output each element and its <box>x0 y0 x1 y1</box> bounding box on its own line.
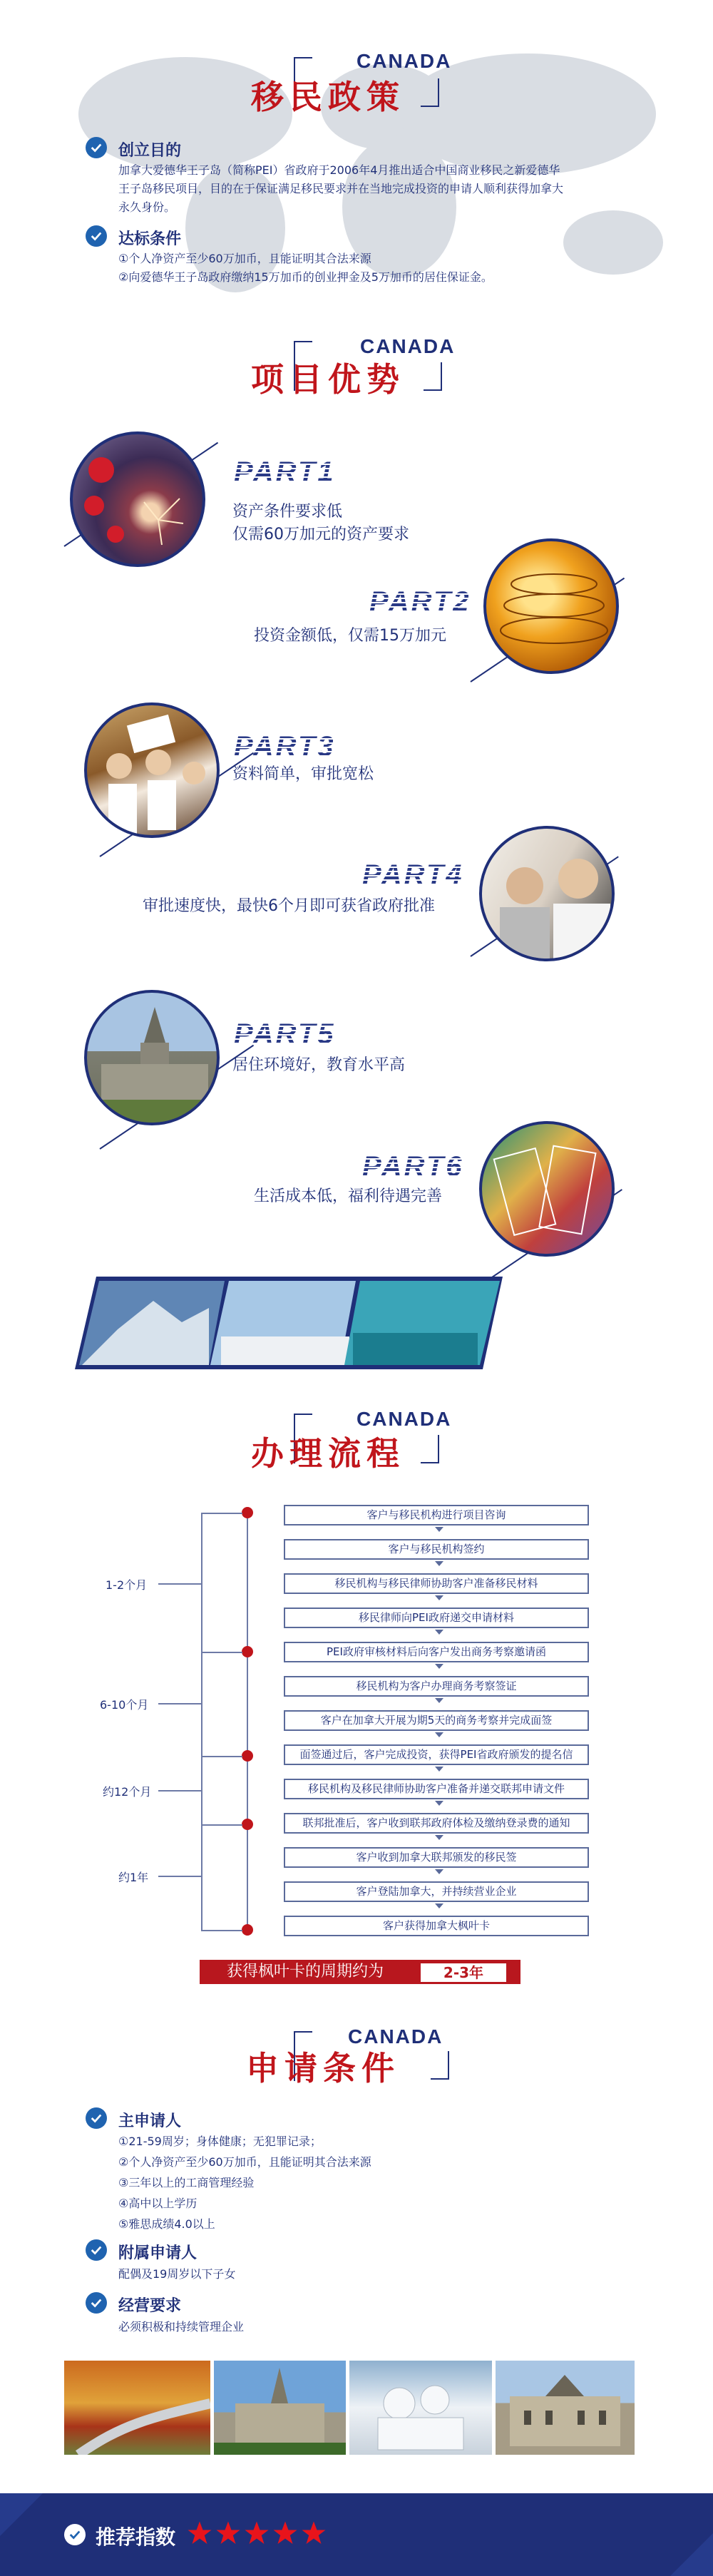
bracket-tick <box>201 1756 242 1757</box>
parliament-building-photo <box>84 990 220 1125</box>
star-icon <box>272 2520 298 2546</box>
dependent-text: 配偶及19周岁以下子女 <box>118 2267 236 2281</box>
autumn-road-photo <box>64 2361 210 2455</box>
process-step: PEI政府审核材料后向客户发出商务考察邀请函 <box>284 1642 589 1662</box>
process-step: 联邦批准后，客户收到联邦政府体检及缴纳登录费的通知 <box>284 1813 589 1834</box>
arrow-down-icon <box>435 1767 443 1772</box>
star-icon <box>187 2520 212 2546</box>
section-title-requirements: 申请条件 <box>246 2049 400 2087</box>
process-step: 客户与移民机构进行项目咨询 <box>284 1505 589 1525</box>
period-pointer <box>158 1583 201 1585</box>
part-text: 居住环境好，教育水平高 <box>232 1056 406 1074</box>
check-icon <box>86 137 107 158</box>
part-text: 资产条件要求低 仅需60万加元的资产要求 <box>232 503 409 543</box>
timeline-dot <box>242 1750 253 1762</box>
arrow-down-icon <box>435 1903 443 1908</box>
title-corner-frame <box>431 2051 449 2080</box>
part-text: 审批速度快，最快6个月即可获省政府批准 <box>143 897 435 915</box>
canada-label: CANADA <box>356 1408 452 1430</box>
timeline-dot <box>242 1819 253 1830</box>
title-corner-frame <box>424 362 442 391</box>
part-label: PART5 <box>234 1018 336 1050</box>
star-icon <box>215 2520 241 2546</box>
scenic-photo-strip <box>75 1272 503 1369</box>
main-applicant-heading: 主申请人 <box>118 2112 182 2130</box>
part-label: PART2 <box>369 586 471 618</box>
timeline-dot <box>242 1646 253 1657</box>
business-heading: 经营要求 <box>118 2297 182 2315</box>
part-label: PART4 <box>362 859 464 891</box>
purpose-text: 加拿大爱德华王子岛（简称PEI）省政府于2006年4月推出适合中国商业移民之新爱德华 王子岛移民项目，目的在于保证满足移民要求并在当地完成投资的申请人顺利获得加拿大 永久身份。 <box>118 163 564 214</box>
period-pointer <box>158 1703 201 1704</box>
check-icon <box>86 2107 107 2129</box>
check-icon <box>86 225 107 247</box>
arrow-down-icon <box>435 1595 443 1600</box>
arrow-down-icon <box>435 1869 443 1874</box>
criteria-heading: 达标条件 <box>118 230 182 248</box>
star-icon <box>301 2520 327 2546</box>
canada-label: CANADA <box>356 50 452 72</box>
arrow-down-icon <box>435 1527 443 1532</box>
period-pointer <box>158 1876 201 1877</box>
arrow-down-icon <box>435 1801 443 1806</box>
process-step: 客户与移民机构签约 <box>284 1539 589 1560</box>
bracket-tick <box>201 1930 242 1931</box>
arrow-down-icon <box>435 1561 443 1566</box>
students-photo <box>84 702 220 838</box>
parliament-hill-photo <box>214 2361 346 2455</box>
period-label: 约1年 <box>118 1871 149 1884</box>
footer-banner <box>0 2493 713 2576</box>
bracket-tick <box>201 1652 242 1653</box>
canada-label: CANADA <box>360 335 456 357</box>
period-label: 6-10个月 <box>100 1698 149 1712</box>
section-title-policy: 移民政策 <box>251 78 405 116</box>
ice-sculpture-photo <box>349 2361 492 2455</box>
period-label: 1-2个月 <box>106 1578 148 1592</box>
part-text: 生活成本低，福利待遇完善 <box>254 1187 443 1205</box>
fireworks-photo <box>70 431 205 567</box>
canada-label: CANADA <box>348 2025 443 2048</box>
bracket-tick <box>201 1824 242 1826</box>
arrow-down-icon <box>435 1664 443 1669</box>
part-text: 资料简单，审批宽松 <box>232 765 374 783</box>
bracket-tick <box>201 1513 242 1514</box>
process-step: 移民律师向PEI政府递交申请材料 <box>284 1608 589 1628</box>
part-text: 投资金额低，仅需15万加元 <box>254 627 446 645</box>
process-step: 移民机构为客户办理商务考察签证 <box>284 1676 589 1697</box>
process-step: 客户在加拿大开展为期5天的商务考察并完成面签 <box>284 1710 589 1731</box>
dependent-heading: 附属申请人 <box>118 2244 198 2262</box>
process-step: 面签通过后，客户完成投资，获得PEI省政府颁发的提名信 <box>284 1744 589 1765</box>
period-bracket <box>201 1513 202 1930</box>
period-label: 约12个月 <box>103 1785 152 1799</box>
part-label: PART6 <box>362 1151 464 1182</box>
business-meeting-photo <box>479 826 615 961</box>
main-applicant-list: ①21-59周岁；身体健康；无犯罪记录； ②个人净资产至少60万加币，且能证明其合法来源 ③三年以上的工商管理经验 ④高中以上学历 ⑤雅思成绩4.0以上 <box>118 2135 371 2231</box>
part-label: PART1 <box>234 456 336 488</box>
title-corner-frame <box>421 78 439 107</box>
process-step: 客户登陆加拿大，并持续营业企业 <box>284 1881 589 1902</box>
part-label: PART3 <box>234 731 336 762</box>
timeline-axis <box>247 1512 248 1933</box>
check-icon <box>64 2524 86 2545</box>
process-step: 客户获得加拿大枫叶卡 <box>284 1916 589 1936</box>
arrow-down-icon <box>435 1835 443 1840</box>
process-step: 移民机构及移民律师协助客户准备并递交联邦申请文件 <box>284 1779 589 1799</box>
cycle-label: 获得枫叶卡的周期约为 <box>227 1963 384 1980</box>
canadian-banknotes-photo <box>479 1121 615 1257</box>
city-hall-photo <box>496 2361 635 2455</box>
arrow-down-icon <box>435 1698 443 1703</box>
arrow-down-icon <box>435 1630 443 1635</box>
timeline-dot <box>242 1507 253 1518</box>
purpose-heading: 创立目的 <box>118 142 182 160</box>
criteria-list: ①个人净资产至少60万加币，且能证明其合法来源 ②向爱德华王子岛政府缴纳15万加币的创业押金及5万加币的居住保证金。 <box>118 252 493 284</box>
arrow-down-icon <box>435 1732 443 1737</box>
process-step: 移民机构与移民律师协助客户准备移民材料 <box>284 1573 589 1594</box>
gold-coins-photo <box>483 538 619 674</box>
cycle-value: 2-3年 <box>421 1963 506 1982</box>
section-title-advantages: 项目优势 <box>251 360 405 399</box>
check-icon <box>86 2239 107 2261</box>
title-corner-frame <box>421 1435 439 1463</box>
rating-label: 推荐指数 <box>96 2525 176 2549</box>
section-title-process: 办理流程 <box>251 1434 405 1473</box>
business-text: 必须积极和持续管理企业 <box>118 2320 245 2334</box>
rating-stars <box>187 2520 329 2546</box>
timeline-dot <box>242 1924 253 1936</box>
check-icon <box>86 2292 107 2314</box>
period-pointer <box>158 1790 201 1792</box>
star-icon <box>244 2520 270 2546</box>
process-step: 客户收到加拿大联邦颁发的移民签 <box>284 1847 589 1868</box>
